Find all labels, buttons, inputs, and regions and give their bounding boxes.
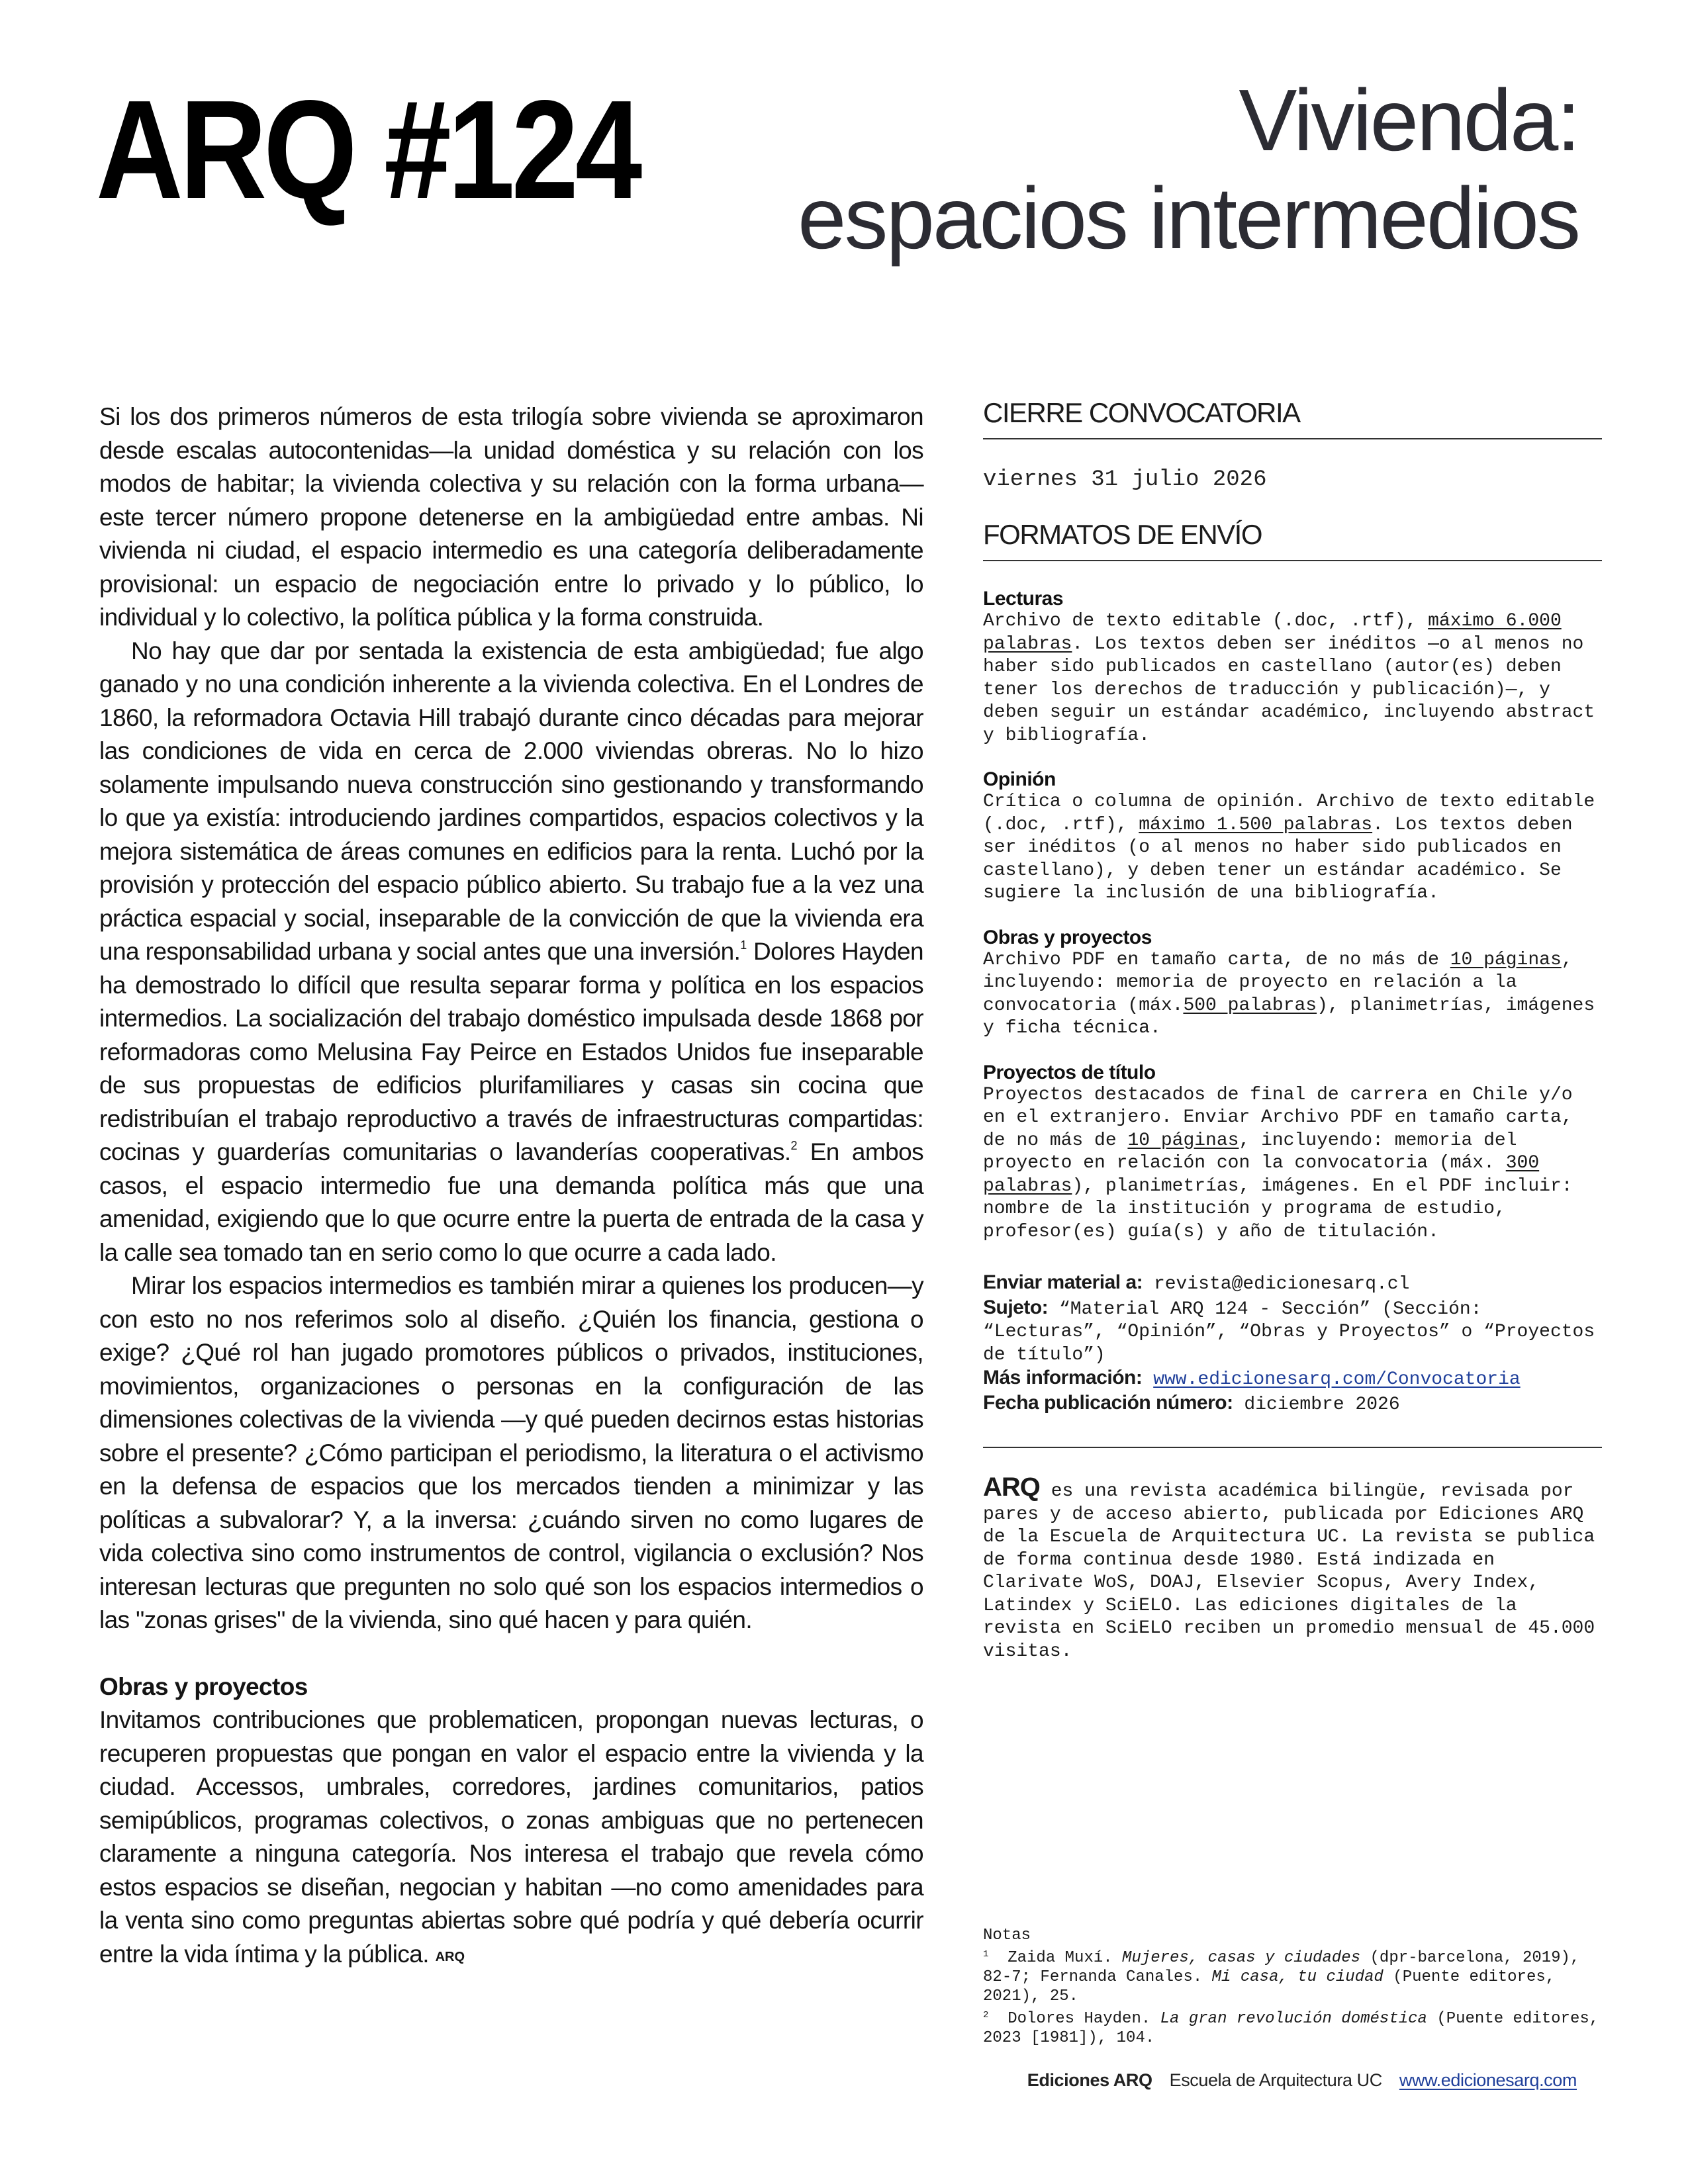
paragraph-obras-text: Invitamos contribuciones que problematicen, propongan nuevas lecturas, o recuperen propuestas que pongan en valor el espacio entre la vivienda y la ciudad. Accessos, umbrales, corredores, jardines comunitarios, patios semipúblicos, programas colectivos, o zonas ambiguas que no pertenecen claramente a ninguna categoría. Nos interesa el trabajo que revela cómo estos espacios se diseñan, negocian y habitan —no como amenidades para la venta sino como preguntas abiertas sobre qué podría y qué debería ocurrir entre la vida íntima y la pública. xyxy=(99,1706,923,1968)
text-part: ), planimetrías, imágenes. En el PDF incluir: nombre de la institución y programa de estudio, profesor(es) guía(s) y año de titulación. xyxy=(983,1175,1573,1242)
about-text: es una revista académica bilingüe, revisada por pares y de acceso abierto, publicada por Ediciones ARQ de la Escuela de Arquitectura UC. La revista se publica de forma continua desde 1980. Está indizada en Clarivate WoS, DOAJ, Elsevier Scopus, Avery Index, Latindex y SciELO. Las ediciones digitales de la revista en SciELO reciben un promedio mensual de 45.000 visitas. xyxy=(983,1481,1595,1662)
book-title: Mujeres, casas y ciudades xyxy=(1122,1949,1361,1967)
magazine-logo: ARQ #124 xyxy=(96,71,639,228)
word-limit: 300 palabras xyxy=(983,1153,1540,1197)
section-heading-obras: Obras y proyectos xyxy=(99,1672,308,1700)
paragraph-questions: Mirar los espacios intermedios es también mirar a quienes los producen—y con esto no nos referimos solo al diseño. ¿Quién los financia, gestiona o exige? ¿Qué rol han jugado promotores públicos o privados, instituciones, movimientos, organizaciones o personas en la configuración de las dimensiones colectivas de la vivienda —y qué pueden decirnos estas historias sobre el presente? ¿Cómo participan el periodismo, la literatura o el activismo en la defensa de espacios que los mercados tienden a minimizar y las políticas a subvalorar? Y, a la inversa: ¿cuándo sirven no como lugares de vida colectiva sino como instrumentos de control, vigilancia o exclusión? Nos interesan lecturas que pregunten no solo qué son los espacios intermedios o las "zonas grises" de la vivienda, sino qué hacen y para quién. xyxy=(99,1272,923,1633)
main-text-column xyxy=(99,400,923,1974)
contact-subject-row: Sujeto: “Material ARQ 124 - Sección” (Sección: “Lecturas”, “Opinión”, “Obras y Proyectos” o “Proyectos de título”) xyxy=(983,1296,1595,1365)
text-part: Zaida Muxí. xyxy=(1008,1949,1123,1967)
title-line-1: Vivienda: xyxy=(1239,71,1579,169)
text-part: , incluyendo: memoria del proyecto en relación con la convocatoria (máx. xyxy=(983,1130,1517,1173)
arq-logo: ARQ xyxy=(983,1473,1040,1502)
text-part: Archivo de texto editable (.doc, .rtf), xyxy=(983,611,1429,631)
format-opinion-text xyxy=(983,791,1602,905)
email-value[interactable]: revista@edicionesarq.cl xyxy=(1153,1274,1410,1295)
format-titulo-title: Proyectos de título xyxy=(983,1061,1156,1083)
text-part: Dolores Hayden. xyxy=(1008,2010,1160,2028)
footnote-ref-2: 2 xyxy=(790,1139,798,1152)
deadline-heading: CIERRE CONVOCATORIA xyxy=(983,397,1602,439)
subject-label: Sujeto xyxy=(983,1296,1042,1318)
format-lecturas-text xyxy=(983,610,1602,747)
website-link[interactable]: www.edicionesarq.com xyxy=(1399,2070,1577,2090)
footnote-number: 2 xyxy=(983,2010,989,2021)
footnotes xyxy=(983,1926,1602,2048)
text-part: Archivo PDF en tamaño carta, de no más de xyxy=(983,949,1450,970)
paragraph-history xyxy=(99,635,923,1270)
page-footer xyxy=(1027,2070,1577,2091)
footnote-ref-1: 1 xyxy=(740,938,747,952)
deadline-date: viernes 31 julio 2026 xyxy=(983,467,1267,492)
end-mark: ARQ xyxy=(435,1949,465,1964)
text-part: . Los textos deben ser inéditos (o al menos no haber sido publicados en castellano), y deben tener un estándar académico. Se sugiere la inclusión de una bibliografía. xyxy=(983,814,1573,903)
publication-date-value: diciembre 2026 xyxy=(1244,1394,1400,1415)
paragraph-intro: Si los dos primeros números de esta trilogía sobre vivienda se aproximaron desde escalas autocontenidas—la unidad doméstica y su relación con los modos de habitar; la vivienda colectiva y su relación con la forma urbana—este tercer número propone detenerse en la ambigüedad entre ambas. Ni vivienda ni ciudad, el espacio intermedio es una categoría deliberadamente provisional: un espacio de negociación entre lo privado y lo público, lo individual y lo colectivo, la política pública y la forma construida. xyxy=(99,403,923,631)
publisher-name: Ediciones ARQ xyxy=(1027,2070,1152,2090)
paragraph-history-part-3: En ambos casos, el espacio intermedio fue una demanda política más que una amenidad, exigiendo que lo que ocurre entre la puerta de entrada de la casa y la calle sea tomado tan en serio como lo que ocurre a cada lado. xyxy=(99,1138,923,1266)
contact-email-row: Enviar material a: revista@edicionesarq.cl xyxy=(983,1271,1410,1295)
paragraph-history-part-2: Dolores Hayden ha demostrado lo difícil que resulta separar forma y política en los espacios intermedios. La socialización del trabajo doméstico impulsada desde 1868 por reformadoras como Melusina Fay Peirce en Estados Unidos fue inseparable de sus propuestas de edificios plurifamiliares y casas sin cocina que redistribuían el trabajo reproductivo a través de infraestructuras compartidas: cocinas y guarderías comunitarias o lavanderías cooperativas. xyxy=(99,938,923,1165)
info-label: Más información xyxy=(983,1367,1136,1388)
format-lecturas xyxy=(983,588,1602,747)
format-lecturas-title: Lecturas xyxy=(983,588,1064,610)
text-part: ), planimetrías, imágenes y ficha técnica. xyxy=(983,995,1595,1038)
book-title: La gran revolución doméstica xyxy=(1160,2010,1427,2028)
footnote-1 xyxy=(983,1945,1602,2006)
text-part: (Puente editores, 2023 [1981]), 104. xyxy=(983,2010,1599,2047)
format-obras xyxy=(983,927,1602,1040)
text-part: Proyectos destacados de final de carrera en Chile y/o en el extranjero. Enviar Archivo PDF en tamaño carta, de no más de xyxy=(983,1084,1573,1151)
about-arq xyxy=(983,1473,1602,1663)
paragraph-obras xyxy=(99,1704,923,1974)
info-link[interactable]: www.edicionesarq.com/Convocatoria xyxy=(1153,1369,1521,1390)
text-part: , incluyendo: memoria de proyecto en relación a la convocatoria (máx. xyxy=(983,949,1573,1016)
text-part: (dpr-barcelona, 2019), 82-7; Fernanda Canales. xyxy=(983,1949,1580,1986)
formats-heading: FORMATOS DE ENVÍO xyxy=(983,519,1602,561)
format-obras-title: Obras y proyectos xyxy=(983,926,1152,948)
footnote-2 xyxy=(983,2006,1602,2048)
paragraph-history-part-1: No hay que dar por sentada la existencia de esta ambigüedad; fue algo ganado y no una condición inherente a la vivienda colectiva. En el Londres de 1860, la reformadora Octavia Hill trabajó durante cinco décadas para mejorar las condiciones de vida en cerca de 2.000 viviendas obreras. No lo hizo solamente impulsando nueva construcción sino gestionando y transformando lo que ya existía: introduciendo jardines compartidos, espacios colectivos y la mejora sistemática de áreas comunes en edificios para la renta. Luchó por la provisión y protección del espacio público abierto. Su trabajo fue a la vez una práctica espacial y social, inseparable de la convicción de que la vivienda era una responsabilidad urbana y social antes que una inversión. xyxy=(99,637,923,965)
subject-value: “Material ARQ 124 - Sección” (Sección: “Lecturas”, “Opinión”, “Obras y Proyectos” o “Proyectos de título”) xyxy=(983,1298,1595,1365)
format-titulo-text xyxy=(983,1084,1602,1244)
text-part: . Los textos deben ser inéditos —o al menos no haber sido publicados en castellano (autor(es) deben tener los derechos de traducción y publicación)—, y deben seguir un estándar académico, incluyendo abstract y bibliografía. xyxy=(983,633,1595,746)
divider xyxy=(983,1447,1602,1448)
sidebar xyxy=(983,397,1602,1663)
word-limit: máximo 1.500 palabras xyxy=(1139,814,1373,835)
footnote-number: 1 xyxy=(983,1949,989,1960)
text-part: (Puente editores, 2021), 25. xyxy=(983,1968,1556,2005)
word-limit: 500 palabras xyxy=(1183,995,1317,1016)
publication-date-label: Fecha publicación número xyxy=(983,1391,1227,1414)
title-line-2: espacios intermedios xyxy=(798,169,1579,267)
notes-title: Notas xyxy=(983,1927,1031,1944)
book-title: Mi casa, tu ciudad xyxy=(1211,1968,1383,1986)
school-name: Escuela de Arquitectura UC xyxy=(1169,2070,1382,2090)
page-limit: 10 páginas xyxy=(1450,949,1562,970)
contact-info-row: Más información: www.edicionesarq.com/Convocatoria xyxy=(983,1367,1521,1390)
format-obras-text xyxy=(983,949,1602,1040)
format-titulo xyxy=(983,1062,1602,1244)
word-limit: máximo 6.000 palabras xyxy=(983,611,1562,655)
page-limit: 10 páginas xyxy=(1127,1130,1239,1151)
contact-info xyxy=(983,1271,1602,1416)
contact-date-row: Fecha publicación número: diciembre 2026 xyxy=(983,1391,1400,1415)
text-part: Crítica o columna de opinión. Archivo de texto editable (.doc, .rtf), xyxy=(983,792,1595,835)
format-opinion-title: Opinión xyxy=(983,768,1056,790)
format-opinion xyxy=(983,768,1602,905)
email-label: Enviar material a xyxy=(983,1271,1137,1293)
page-title xyxy=(798,71,1579,267)
